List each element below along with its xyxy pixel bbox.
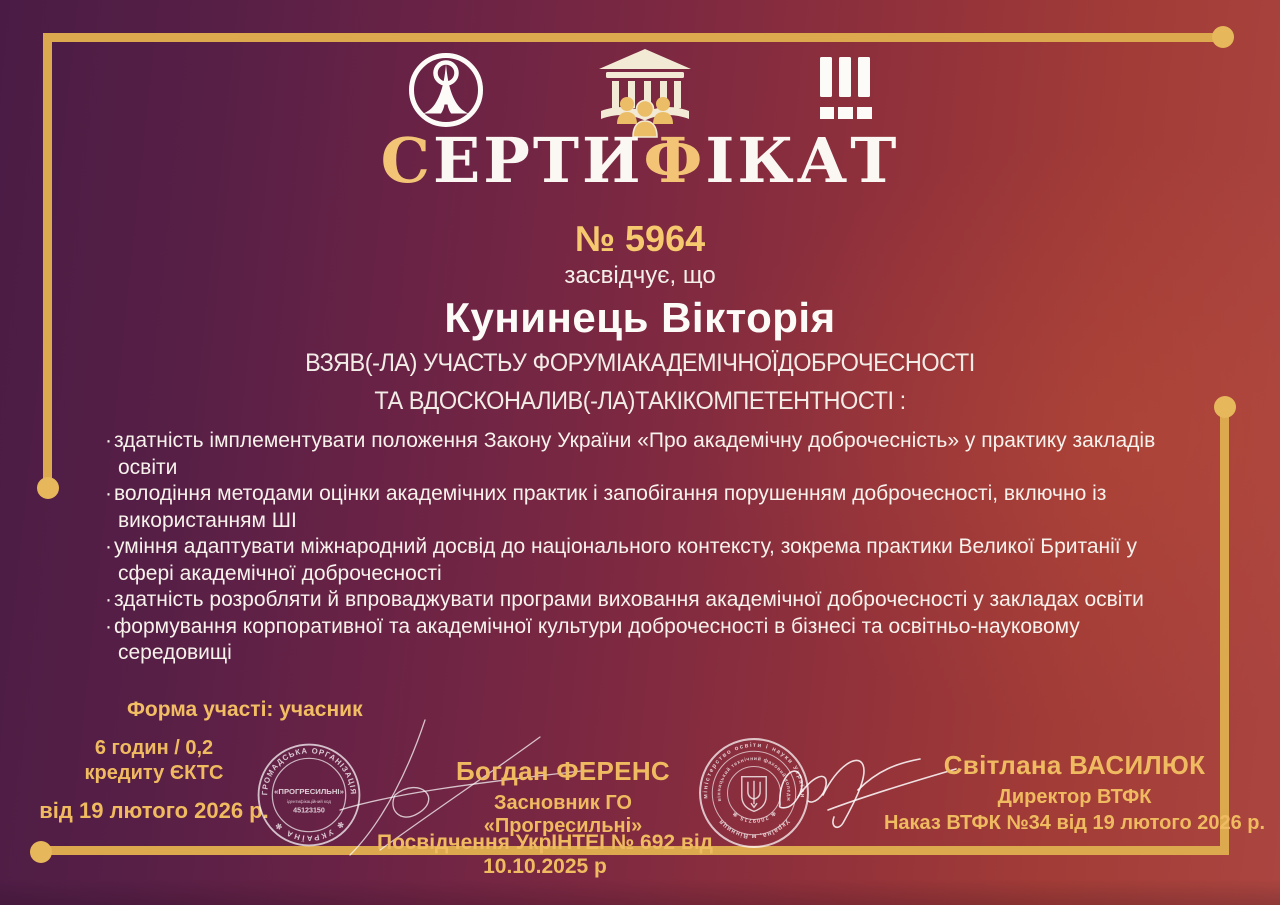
- certificate-reference: Посвідчення УкрІНТЕІ № 692 від 10.10.2025 р: [376, 831, 714, 878]
- right-signatory-block: [882, 750, 1267, 835]
- certificate-title: [0, 124, 1280, 197]
- competency-text: формування корпоративної та академічної культури доброчесності в бізнесі та освітньо-науковому середовищі: [114, 614, 1080, 664]
- bullet-dot: ·: [105, 482, 112, 505]
- right-signatory-name: Світлана ВАСИЛЮК: [943, 750, 1206, 780]
- bullet-dot: ·: [105, 535, 112, 558]
- recipient-name: Кунинець Вікторія: [444, 294, 836, 341]
- credit-ects: кредиту ЄКТС: [84, 762, 224, 784]
- right-signatory-order: Наказ ВТФК №34 від 19 лютого 2026 р.: [883, 812, 1266, 834]
- right-signatory-role: Директор ВТФК: [997, 786, 1152, 808]
- title-letters: ІКАТ: [705, 124, 900, 197]
- competency-text: володіння методами оцінки академічних практик і запобігання порушенням доброчесності, включно із використанням ШІ: [114, 482, 1107, 532]
- ngo-stamp-code: 45123150: [293, 806, 325, 815]
- title-letter-gold: С: [380, 124, 433, 197]
- title-letters: ЕРТИ: [432, 124, 644, 197]
- competencies-list: [98, 428, 1196, 667]
- trident-emblem-icon: [742, 777, 766, 812]
- frame-dot-top-right: [1212, 26, 1234, 48]
- frame-left-line: [43, 33, 52, 488]
- frame-dot-bottom-left: [30, 841, 52, 863]
- college-stamp-arc-inner: вінницький технічний фаховий коледж: [716, 756, 792, 802]
- college-stamp-arc-outer: міністерство освіти і науки України: [702, 741, 806, 799]
- tower-circle-logo-icon: [408, 52, 484, 128]
- competency-item: [98, 614, 1196, 667]
- frame-dot-left-end: [37, 477, 59, 499]
- college-stamp-code: ✻ 2009715 ✻: [731, 809, 777, 824]
- credits-block: [33, 736, 275, 824]
- competency-item: [98, 587, 1196, 614]
- competency-item: [98, 534, 1196, 587]
- bullet-dot: ·: [105, 614, 112, 638]
- competency-item: [98, 481, 1196, 534]
- exclamation-bars-icon: [820, 57, 872, 121]
- participation-line-2: ТА ВДОСКОНАЛИВ(-ЛА)ТАКІКОМПЕТЕНТНОСТІ :: [374, 387, 906, 415]
- competency-text: здатність розробляти й впроваджувати програми виховання академічної доброчесності у закладах освіти: [114, 588, 1144, 611]
- bullet-dot: ·: [105, 429, 112, 452]
- participation-form: Форма участі: учасник: [127, 698, 363, 721]
- left-signatory-name: Богдан ФЕРЕНС: [456, 756, 670, 786]
- competency-item: [98, 428, 1196, 481]
- ngo-stamp-id-label: ідентифікаційний код: [286, 799, 332, 805]
- ngo-stamp-center: «ПРОГРЕСИЛЬНІ»: [274, 786, 344, 796]
- title-letter-gold: Ф: [643, 124, 706, 197]
- left-signatory-block: [413, 756, 713, 838]
- credit-date: від 19 лютого 2026 р.: [39, 798, 269, 823]
- bullet-dot: ·: [105, 588, 112, 611]
- left-signatory-role: Засновник ГО «Прогресильні»: [483, 792, 643, 837]
- certifies-label: засвідчує, що: [564, 262, 716, 289]
- participation-line-1: ВЗЯВ(-ЛА) УЧАСТЬУ ФОРУМІАКАДЕМІЧНОЇДОБРОЧЕСНОСТІ: [305, 349, 975, 377]
- frame-top-line: [43, 33, 1213, 42]
- ngo-stamp-arc-top: ГРОМАДСЬКА ОРГАНІЗАЦІЯ: [260, 746, 358, 796]
- competency-text: уміння адаптувати міжнародний досвід до національного контексту, зокрема практики Великої Британії у сфері академічної доброчесності: [114, 535, 1137, 585]
- credit-hours: 6 годин / 0,2: [94, 737, 214, 759]
- college-stamp-arc-bottom: Україна, м.Вінниця: [717, 817, 791, 840]
- certificate-number: № 5964: [574, 218, 706, 259]
- ngo-stamp-arc-bottom: ✻ УКРАЇНА ✻: [272, 819, 346, 843]
- competency-text: здатність імплементувати положення Закону України «Про академічну доброчесність» у практику закладів освіти: [114, 429, 1156, 479]
